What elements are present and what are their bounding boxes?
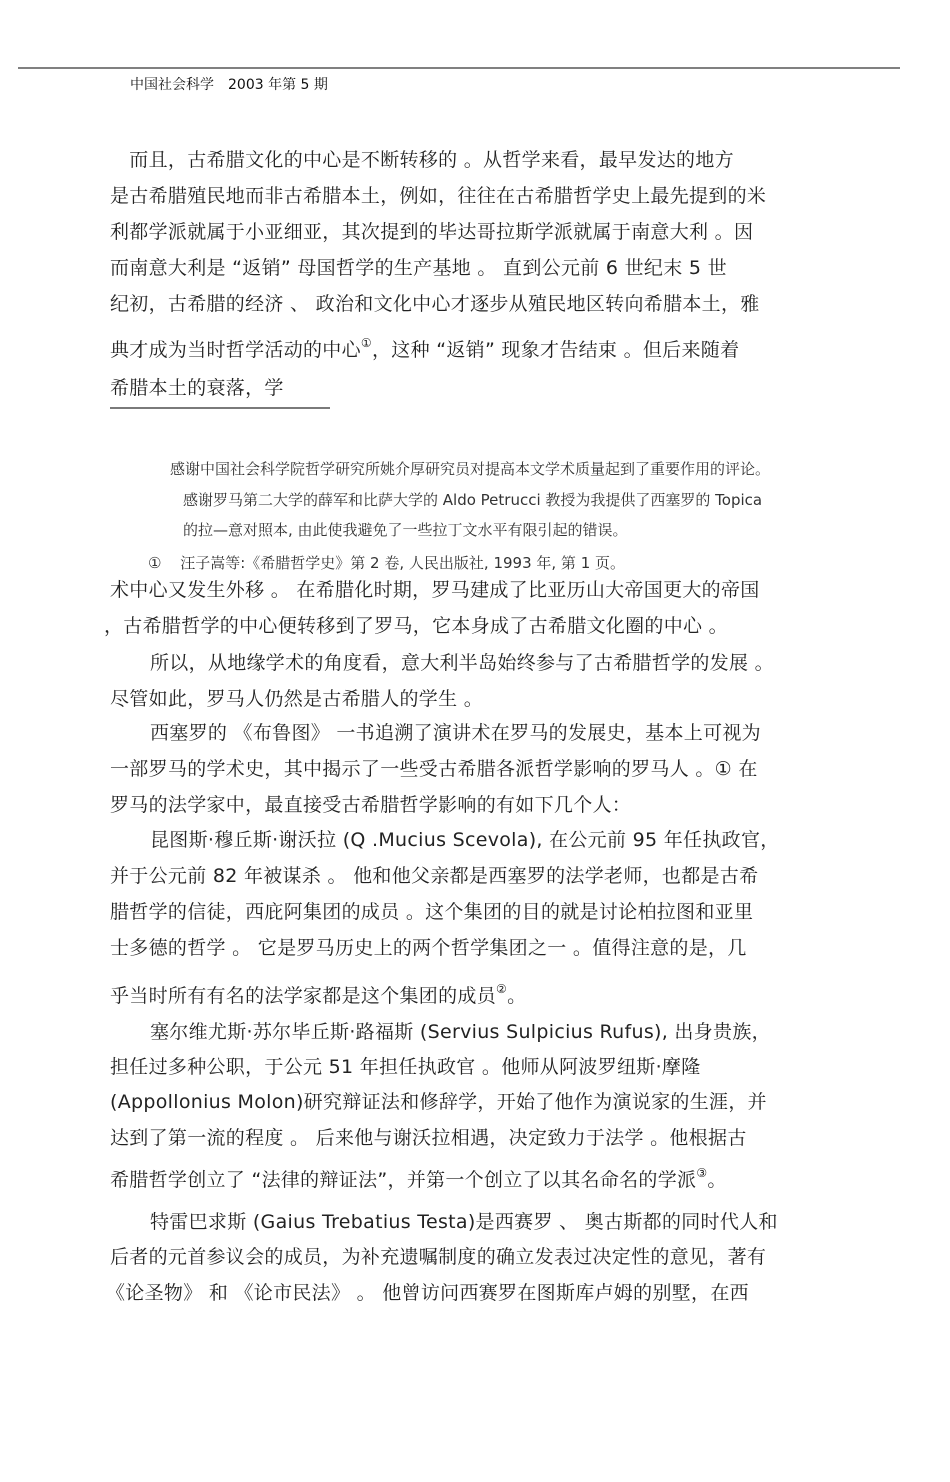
body-line: 特雷巴求斯 (Gaius Trebatius Testa)是西赛罗 、 奥古斯都的同时代人和 [150,1211,778,1233]
body-text: 乎当时所有有名的法学家都是这个集团的成员 [110,985,497,1007]
body-line: 《论圣物》 和 《论市民法》 。 他曾访问西赛罗在图斯库卢姆的别墅，在西 [106,1282,749,1304]
body-line: 塞尔维尤斯·苏尔毕丘斯·路福斯 (Servius Sulpicius Rufus), 出身贵族， [150,1021,771,1043]
body-line: 所以，从地缘学术的角度看，意大利半岛始终参与了古希腊哲学的发展 。 [150,652,774,674]
header-rule [18,67,900,69]
acknowledgement-1: 感谢中国社会科学院哲学研究所姚介厚研究员对提高本文学术质量起到了重要作用的评论。 [170,460,771,478]
body-line: 后者的元首参议会的成员，为补充遗嘱制度的确立发表过决定性的意见，著有 [110,1246,767,1268]
body-line: 昆图斯·穆丘斯·谢沃拉 (Q .Mucius Scevola), 在公元前 95 年任执政官， [150,829,780,851]
body-line: 尽管如此，罗马人仍然是古希腊人的学生 。 [110,688,484,710]
body-line [110,984,830,1008]
body-text: 典才成为当时哲学活动的中心 [110,339,361,361]
footnote-1 [148,553,625,573]
body-text: 。 [507,985,527,1007]
running-head: 中国社会科学 2003 年第 5 期 [130,77,328,93]
body-line: 希腊本土的衰落，学 [110,377,284,399]
footnote-ref-2[interactable]: ② [496,982,508,996]
body-text: 。 [707,1169,727,1191]
body-line: 腊哲学的信徒，西庇阿集团的成员 。这个集团的目的就是讨论柏拉图和亚里 [110,901,754,923]
body-line: 是古希腊殖民地而非古希腊本土，例如，往往在古希腊哲学史上最先提到的米 [110,185,767,207]
body-line [110,338,830,362]
acknowledgement-3: 的拉—意对照本, 由此使我避免了一些拉丁文水平有限引起的错误。 [183,521,628,539]
body-line: 士多德的哲学 。 它是罗马历史上的两个哲学集团之一 。值得注意的是，几 [110,937,747,959]
body-text: 希腊哲学创立了 “法律的辩证法”，并第一个创立了以其名命名的学派 [110,1169,697,1191]
body-line: 西塞罗的 《布鲁图》 一书追溯了演讲术在罗马的发展史，基本上可视为 [150,722,761,744]
body-line: 术中心又发生外移 。 在希腊化时期，罗马建成了比亚历山大帝国更大的帝国 [110,579,760,601]
body-line: 担任过多种公职，于公元 51 年担任执政官 。他师从阿波罗纽斯·摩隆 [110,1056,701,1078]
body-line: ，古希腊哲学的中心便转移到了罗马，它本身成了古希腊文化圈的中心 。 [104,615,728,637]
footnote-ref-1[interactable]: ① [360,336,372,350]
body-line: 罗马的法学家中，最直接受古希腊哲学影响的有如下几个人： [110,794,632,816]
footnote-ref-3[interactable]: ③ [696,1166,708,1180]
body-line: 而且，古希腊文化的中心是不断转移的 。从哲学来看，最早发达的地方 [110,149,734,171]
body-line: 而南意大利是 “返销” 母国哲学的生产基地 。 直到公元前 6 世纪末 5 世 [110,257,727,279]
footnote-marker: ① [148,554,162,572]
body-line: (Appollonius Molon)研究辩证法和修辞学，开始了他作为演说家的生涯，并 [110,1091,767,1113]
body-text: ，这种 “返销” 现象才告结束 。但后来随着 [371,339,740,361]
body-line: 一部罗马的学术史，其中揭示了一些受古希腊各派哲学影响的罗马人 。① 在 [110,758,758,780]
body-line: 利都学派就属于小亚细亚，其次提到的毕达哥拉斯学派就属于南意大利 。因 [110,221,754,243]
body-line: 纪初，古希腊的经济 、 政治和文化中心才逐步从殖民地区转向希腊本土，雅 [110,293,760,315]
body-line: 达到了第一流的程度 。 后来他与谢沃拉相遇，决定致力于法学 。他根据古 [110,1127,747,1149]
footnote-rule [110,407,330,409]
footnote-text: 汪子嵩等:《希腊哲学史》第 2 卷, 人民出版社, 1993 年, 第 1 页。 [180,554,625,572]
acknowledgement-2: 感谢罗马第二大学的薛军和比萨大学的 Aldo Petrucci 教授为我提供了西塞罗的 Topica [183,491,763,509]
body-line: 并于公元前 82 年被谋杀 。 他和他父亲都是西塞罗的法学老师，也都是古希 [110,865,759,887]
body-line [110,1168,830,1192]
